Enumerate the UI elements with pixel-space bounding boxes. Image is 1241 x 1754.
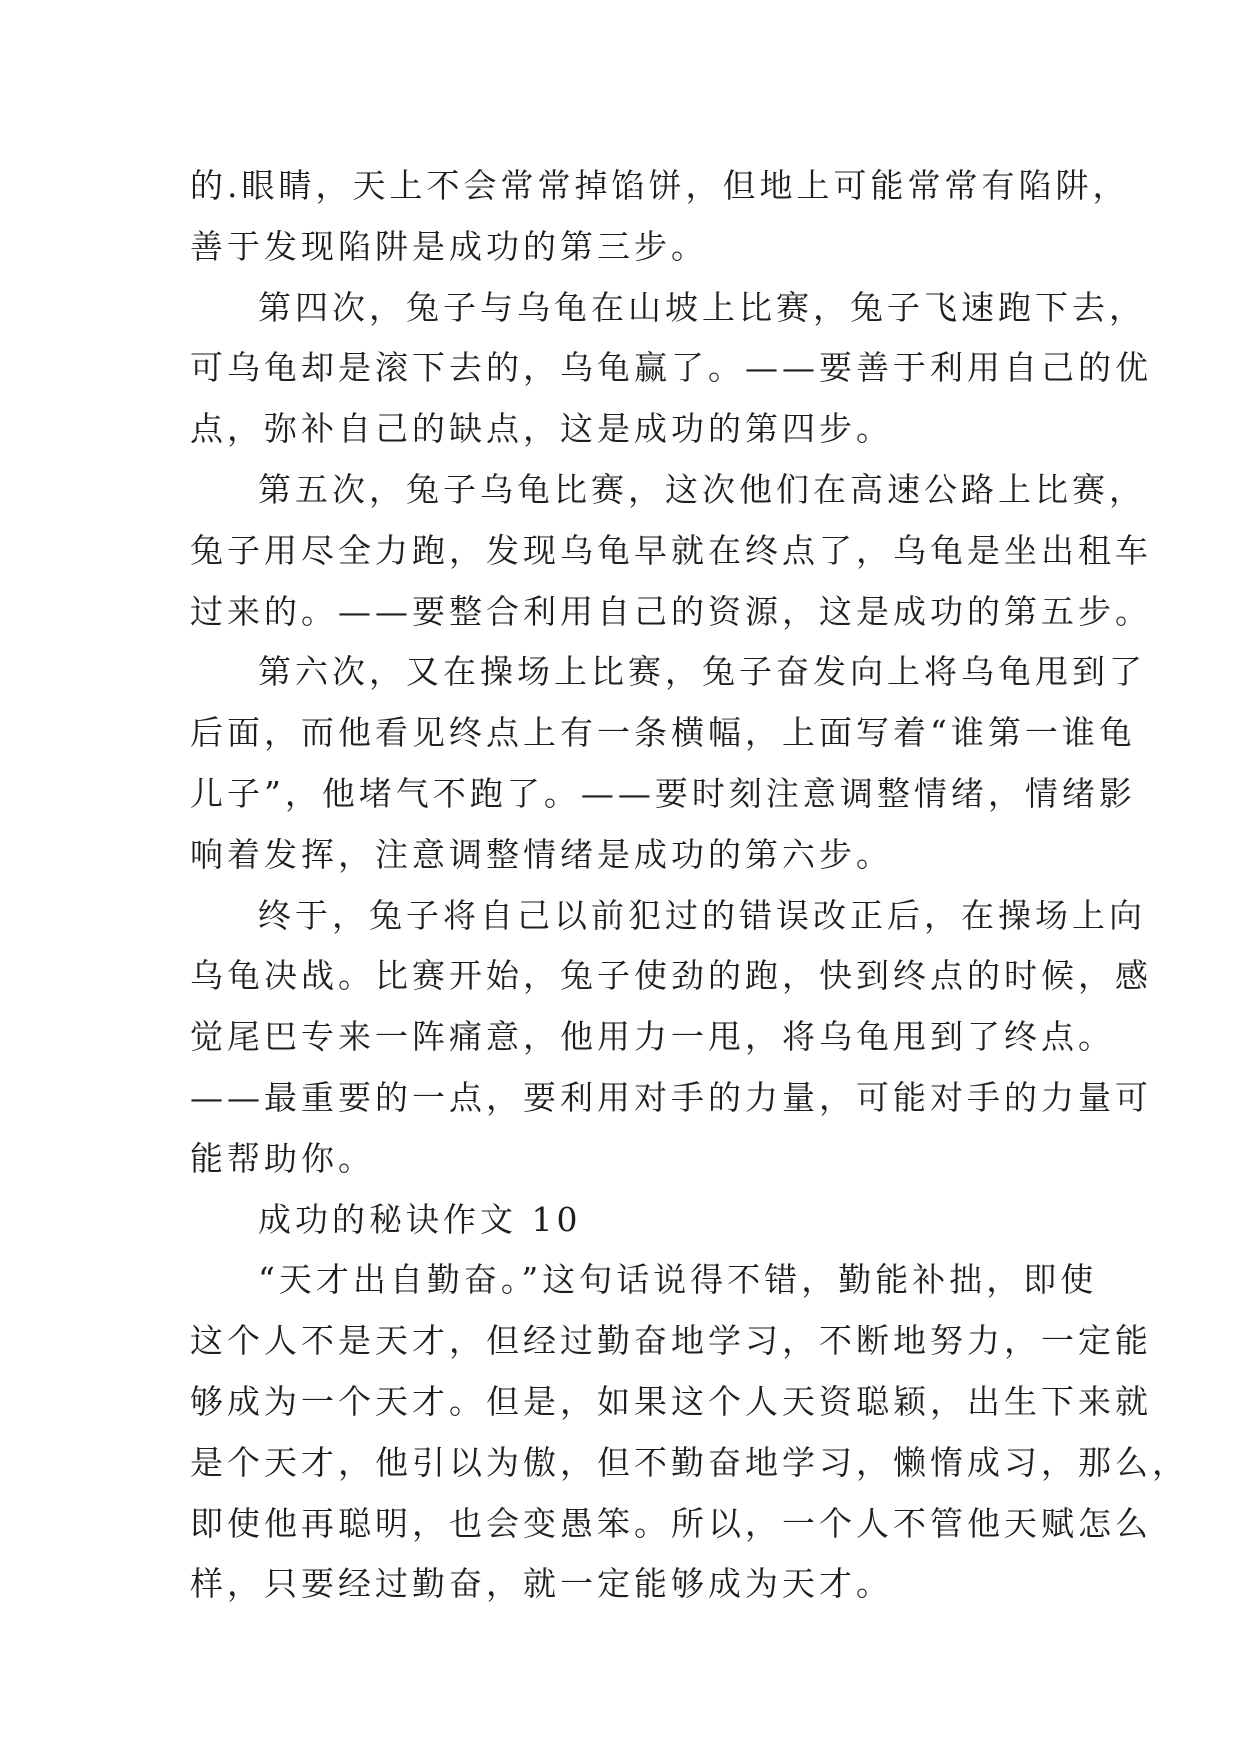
section-heading: 成功的秘诀作文 10: [258, 1199, 582, 1239]
text-line: 善于发现陷阱是成功的第三步。: [190, 226, 708, 266]
text-line: 可乌龟却是滚下去的，乌龟赢了。——要善于利用自己的优: [190, 348, 1152, 388]
text-line: 样，只要经过勤奋，就一定能够成为天才。: [190, 1564, 893, 1604]
text-line: 点，弥补自己的缺点，这是成功的第四步。: [190, 409, 893, 449]
paragraph-start-line: 第六次，又在操场上比赛，兔子奋发向上将乌龟甩到了: [258, 652, 1146, 692]
text-line: 能帮助你。: [190, 1138, 375, 1178]
paragraph-start-line: 终于，兔子将自己以前犯过的错误改正后，在操场上向: [258, 895, 1146, 935]
text-line: 乌龟决战。比赛开始，兔子使劲的跑，快到终点的时候，感: [190, 956, 1152, 996]
text-line: 是个天才，他引以为傲，但不勤奋地学习，懒惰成习，那么，: [190, 1442, 1189, 1482]
text-line: 过来的。——要整合利用自己的资源，这是成功的第五步。: [190, 591, 1152, 631]
text-line: 兔子用尽全力跑，发现乌龟早就在终点了，乌龟是坐出租车: [190, 530, 1152, 570]
text-line: ——最重要的一点，要利用对手的力量，可能对手的力量可: [190, 1077, 1152, 1117]
text-line: 即使他再聪明，也会变愚笨。所以，一个人不管他天赋怎么: [190, 1503, 1152, 1543]
text-line: 的.眼睛，天上不会常常掉馅饼，但地上可能常常有陷阱，: [190, 166, 1130, 205]
text-line: 儿子”，他堵气不跑了。——要时刻注意调整情绪，情绪影: [190, 773, 1136, 813]
text-line: 够成为一个天才。但是，如果这个人天资聪颖，出生下来就: [190, 1381, 1152, 1421]
text-line: 响着发挥，注意调整情绪是成功的第六步。: [190, 834, 893, 874]
text-line: 后面，而他看见终点上有一条横幅，上面写着“谁第一谁龟: [190, 713, 1136, 753]
paragraph-start-line: 第五次，兔子乌龟比赛，这次他们在高速公路上比赛，: [258, 469, 1146, 509]
paragraph-start-line: 第四次，兔子与乌龟在山坡上比赛，兔子飞速跑下去，: [258, 287, 1146, 327]
text-line: 觉尾巴专来一阵痛意，他用力一甩，将乌龟甩到了终点。: [190, 1017, 1115, 1057]
paragraph-start-line: “天才出自勤奋。”这句话说得不错，勤能补拙，即使: [258, 1260, 1098, 1300]
document-body: [190, 156, 1189, 1615]
text-line: 这个人不是天才，但经过勤奋地学习，不断地努力，一定能: [190, 1321, 1152, 1361]
